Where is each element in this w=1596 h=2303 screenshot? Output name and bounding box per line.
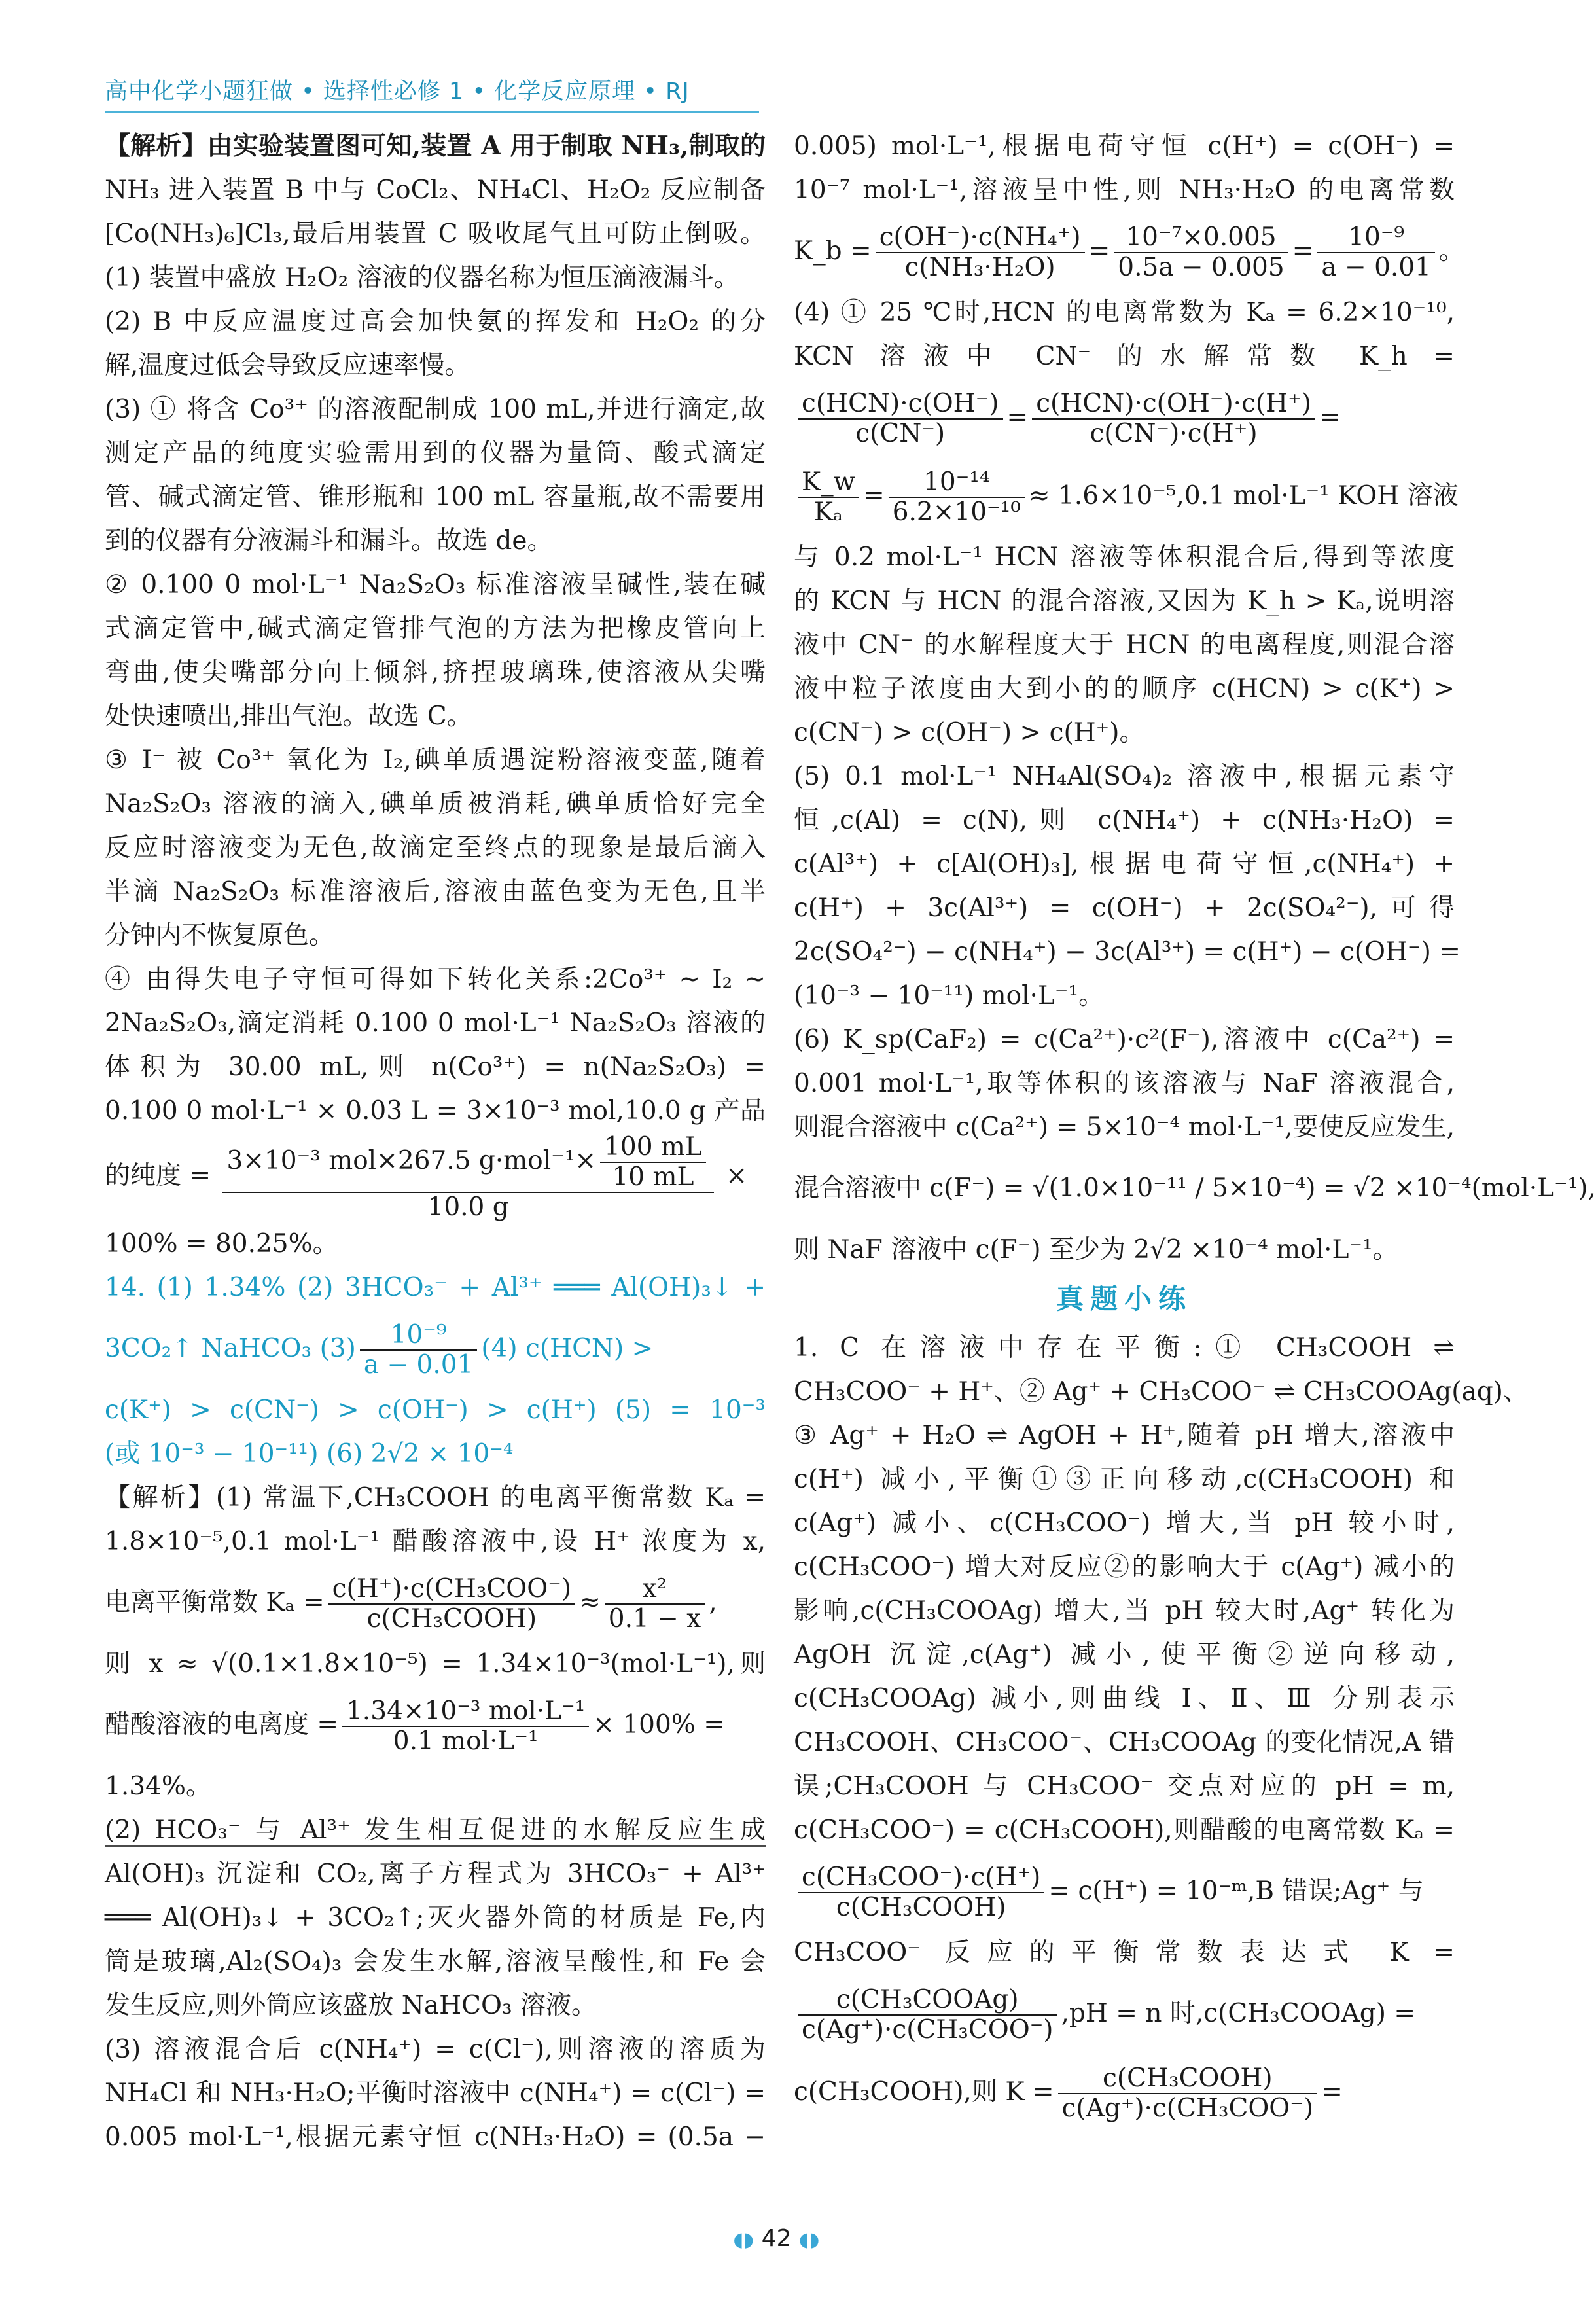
text-line: NH₄Cl 和 NH₃·H₂O;平衡时溶液中 c(NH₄⁺) = c(Cl⁻) = (105, 2079, 766, 2108)
text-line: ③ I⁻ 被 Co³⁺ 氧化为 I₂,碘单质遇淀粉溶液变蓝,随着 (105, 745, 766, 775)
denominator: c(Ag⁺)·c(CH₃COO⁻) (1061, 2094, 1314, 2123)
text-line: Al(OH)₃ 沉淀和 CO₂,离子方程式为 3HCO₃⁻ + Al³⁺ (105, 1859, 766, 1889)
right-column (794, 124, 1596, 2132)
text-span: = (1321, 2077, 1343, 2107)
fraction (1032, 389, 1315, 448)
text-line: 反应时溶液变为无色,故滴定至终点的现象是最后滴入 (105, 833, 766, 863)
text-line (105, 1808, 766, 1852)
formula-line (794, 457, 1459, 535)
numerator: c(H⁺)·c(CH₃COO⁻) (328, 1575, 575, 1605)
fraction (600, 1133, 706, 1192)
text-line: 影响,c(CH₃COOAg) 增大,当 pH 较大时,Ag⁺ 转化为 (794, 1596, 1455, 1626)
text-line: 弯曲,使尖嘴部分向上倾斜,挤捏玻璃珠,使溶液从尖嘴 (105, 658, 766, 687)
fraction (876, 223, 1085, 282)
text-line: 误;CH₃COOH 与 CH₃COO⁻ 交点对应的 pH = m, (794, 1772, 1455, 1801)
text-line: (6) K_sp(CaF₂) = c(Ca²⁺)·c²(F⁻),溶液中 c(Ca²⁺) = (794, 1025, 1455, 1054)
text-span: × (726, 1161, 747, 1190)
text-line: [Co(NH₃)₆]Cl₃,最后用装置 C 吸收尾气且可防止倒吸。 (105, 219, 766, 249)
text-line: 到的仪器有分液漏斗和漏斗。故选 de。 (105, 526, 553, 556)
answer-line: (或 10⁻³ − 10⁻¹¹) (6) 2√2 × 10⁻⁴ (105, 1439, 514, 1469)
text-line: c(CH₃COOAg) 减小,则曲线 Ⅰ、Ⅱ、Ⅲ 分别表示 (794, 1684, 1455, 1713)
denominator: c(CN⁻)·c(H⁺) (1090, 419, 1258, 448)
text-span: 。 (1438, 236, 1464, 266)
text-line: 恒,c(Al) = c(N),则 c(NH₄⁺) + c(NH₃·H₂O) = (794, 806, 1455, 835)
fraction (328, 1575, 575, 1634)
text-line: 0.001 mol·L⁻¹,取等体积的该溶液与 NaF 溶液混合, (794, 1069, 1455, 1098)
denominator: c(NH₃·H₂O) (904, 253, 1055, 282)
denominator: c(CN⁻) (855, 419, 946, 448)
numerator: c(OH⁻)·c(NH₄⁺) (876, 223, 1085, 253)
formula-line (794, 378, 1455, 457)
text-span: × 100% = (593, 1710, 725, 1740)
text-line: (1) 装置中盛放 H₂O₂ 溶液的仪器名称为恒压滴液漏斗。 (105, 263, 739, 293)
text-line: c(CH₃COO⁻) = c(CH₃COOH),则醋酸的电离常数 Kₐ = (794, 1815, 1455, 1845)
left-column (105, 124, 766, 2159)
denominator: 0.5a − 0.005 (1118, 253, 1285, 282)
text-line: 混合溶液中 c(F⁻) = √(1.0×10⁻¹¹ / 5×10⁻⁴) = √2 ×10⁻⁴(mol·L⁻¹), (794, 1173, 1596, 1203)
text-span: K_b = (794, 236, 872, 266)
running-header: 高中化学小题狂做 • 选择性必修 1 • 化学反应原理 • RJ (105, 79, 690, 105)
text-line: ③ Ag⁺ + H₂O ⇌ AgOH + H⁺,随着 pH 增大,溶液中 (794, 1421, 1455, 1450)
fraction (798, 389, 1003, 448)
denominator: 10 mL (612, 1162, 694, 1192)
fraction (798, 1863, 1044, 1922)
answer-line: 14. (1) 1.34% (2) 3HCO₃⁻ + Al³⁺ ═══ Al(OH)₃↓ + (105, 1273, 766, 1302)
fraction (1058, 2064, 1318, 2123)
text-line: 发生反应,则外筒应该盛放 NaHCO₃ 溶液。 (105, 1991, 597, 2020)
denominator: c(CH₃COOH) (366, 1604, 537, 1634)
text-span: = (1006, 402, 1029, 432)
text-line: 则 x ≈ √(0.1×1.8×10⁻⁵) = 1.34×10⁻³(mol·L⁻¹),则 (105, 1649, 766, 1679)
denominator: c(CH₃COOH) (836, 1893, 1006, 1922)
text-line: c(Al³⁺) + c[Al(OH)₃],根据电荷守恒,c(NH₄⁺) + (794, 849, 1455, 879)
text-line: AgOH 沉淀,c(Ag⁺) 减小,使平衡②逆向移动, (794, 1640, 1455, 1669)
text-line: ④ 由得失电子守恒可得如下转化关系:2Co³⁺ ~ I₂ ~ (105, 965, 766, 994)
text-line: KCN 溶液中 CN⁻ 的水解常数 K_h = (794, 342, 1455, 371)
formula-line (105, 1686, 766, 1764)
text-line: NH₃ 进入装置 B 中与 CoCl₂、NH₄Cl、H₂O₂ 反应制备 (105, 175, 766, 205)
answer-line: c(K⁺) > c(CN⁻) > c(OH⁻) > c(H⁺) (5) = 10⁻³ (105, 1395, 766, 1425)
text-span: (2) HCO₃⁻ 与 Al³⁺ 发生相互促进的水解反应生成 (105, 1815, 766, 1847)
text-line: 2Na₂S₂O₃,滴定消耗 0.100 0 mol·L⁻¹ Na₂S₂O₃ 溶液的 (105, 1009, 766, 1038)
numerator: c(CH₃COOH) (1058, 2064, 1318, 2094)
text-line: 100% = 80.25%。 (105, 1229, 338, 1259)
text-line: c(CN⁻) > c(OH⁻) > c(H⁺)。 (794, 718, 1145, 747)
text-span: 3CO₂↑ NaHCO₃ (3) (105, 1334, 356, 1363)
text-line: (4) ① 25 ℃时,HCN 的电离常数为 Kₐ = 6.2×10⁻¹⁰, (794, 298, 1455, 327)
numerator: 100 mL (600, 1133, 706, 1163)
text-line: CH₃COOH、CH₃COO⁻、CH₃COOAg 的变化情况,A 错 (794, 1728, 1455, 1757)
section-title: 真题小练 (1055, 1283, 1192, 1315)
fraction (889, 468, 1025, 527)
formula-line (794, 1852, 1455, 1931)
text-span: 电离平衡常数 Kₐ = (105, 1588, 325, 1617)
formula-line (794, 2053, 1455, 2132)
fraction (342, 1697, 589, 1756)
text-line: 0.100 0 mol·L⁻¹ × 0.03 L = 3×10⁻³ mol,10.0 g 产品 (105, 1096, 766, 1126)
fraction (222, 1133, 713, 1222)
formula-line (794, 212, 1464, 291)
text-line: 的 KCN 与 HCN 的混合溶液,又因为 K_h > Kₐ,说明溶 (794, 586, 1455, 616)
text-span: = (863, 481, 885, 510)
text-span: ,pH = n 时,c(CH₃COOAg) = (1061, 1999, 1416, 2028)
text-line: ② 0.100 0 mol·L⁻¹ Na₂S₂O₃ 标准溶液呈碱性,装在碱 (105, 570, 766, 599)
text-line: (3) 溶液混合后 c(NH₄⁺) = c(Cl⁻),则溶液的溶质为 (105, 2035, 766, 2064)
text-line: 则混合溶液中 c(Ca²⁺) = 5×10⁻⁴ mol·L⁻¹,要使反应发生, (794, 1113, 1455, 1142)
numerator: 10⁻⁹ (1317, 223, 1435, 253)
denominator: 0.1 − x (608, 1604, 701, 1634)
text-line: 筒是玻璃,Al₂(SO₄)₃ 会发生水解,溶液呈酸性,和 Fe 会 (105, 1947, 766, 1976)
text-line: 管、碱式滴定管、锥形瓶和 100 mL 容量瓶,故不需要用 (105, 482, 766, 512)
text-line: 2c(SO₄²⁻) − c(NH₄⁺) − 3c(Al³⁺) = c(H⁺) − c(OH⁻) = (794, 937, 1461, 967)
numerator: c(CH₃COO⁻)·c(H⁺) (798, 1863, 1044, 1893)
text-line: 10⁻⁷ mol·L⁻¹,溶液呈中性,则 NH₃·H₂O 的电离常数 (794, 175, 1455, 205)
text-line: 分钟内不恢复原色。 (105, 921, 335, 950)
numerator: c(HCN)·c(OH⁻)·c(H⁺) (1032, 389, 1315, 420)
text-line: 测定产品的纯度实验需用到的仪器为量筒、酸式滴定 (105, 438, 766, 468)
purity-formula (105, 1133, 766, 1222)
text-span: 3×10⁻³ mol×267.5 g·mol⁻¹× (226, 1146, 597, 1175)
text-span: 醋酸溶液的电离度 = (105, 1710, 339, 1740)
numerator: 10⁻⁹ (360, 1321, 478, 1351)
fraction (1317, 223, 1435, 282)
fraction (1114, 223, 1288, 282)
left-wing-icon: ◖◗ (733, 2228, 754, 2251)
text-line: (5) 0.1 mol·L⁻¹ NH₄Al(SO₄)₂ 溶液中,根据元素守 (794, 762, 1455, 791)
text-span: = (1292, 236, 1314, 266)
denominator: Kₐ (813, 497, 843, 527)
text-line: CH₃COO⁻ + H⁺、② Ag⁺ + CH₃COO⁻ ⇌ CH₃COOAg(aq)、 (794, 1377, 1529, 1406)
numerator: 10⁻¹⁴ (889, 468, 1025, 498)
text-line: 液中 CN⁻ 的水解程度大于 HCN 的电离程度,则混合溶 (794, 630, 1455, 660)
text-line: c(Ag⁺) 减小、c(CH₃COO⁻) 增大,当 pH 较小时, (794, 1509, 1455, 1538)
text-line (105, 124, 766, 168)
text-line: 处快速喷出,排出气泡。故选 C。 (105, 702, 472, 731)
page-footer (0, 2225, 1553, 2252)
answer-line (105, 1310, 766, 1388)
text-line: 半滴 Na₂S₂O₃ 标准溶液后,溶液由蓝色变为无色,且半 (105, 877, 766, 906)
text-line: 则 NaF 溶液中 c(F⁻) 至少为 2√2 ×10⁻⁴ mol·L⁻¹。 (794, 1235, 1398, 1264)
page-number: 42 (761, 2225, 792, 2252)
denominator: a − 0.01 (1321, 253, 1431, 282)
text-line: (2) B 中反应温度过高会加快氨的挥发和 H₂O₂ 的分 (105, 307, 766, 336)
text-span: ≈ 1.6×10⁻⁵,0.1 mol·L⁻¹ KOH 溶液 (1028, 481, 1459, 510)
text-span: 的纯度 = (105, 1161, 211, 1190)
numerator: c(HCN)·c(OH⁻) (798, 389, 1003, 420)
text-span: = c(H⁺) = 10⁻ᵐ,B 错误;Ag⁺ 与 (1048, 1876, 1424, 1906)
numerator: 10⁻⁷×0.005 (1114, 223, 1288, 253)
denominator: c(Ag⁺)·c(CH₃COO⁻) (802, 2015, 1054, 2044)
text-line: 解,温度过低会导致反应速率慢。 (105, 351, 470, 380)
text-line: Na₂S₂O₃ 溶液的滴入,碘单质被消耗,碘单质恰好完全 (105, 789, 766, 819)
text-line: 与 0.2 mol·L⁻¹ HCN 溶液等体积混合后,得到等浓度 (794, 543, 1455, 572)
text-line: 0.005 mol·L⁻¹,根据元素守恒 c(NH₃·H₂O) = (0.5a − (105, 2122, 766, 2152)
text-line: c(CH₃COO⁻) 增大对反应②的影响大于 c(Ag⁺) 减小的 (794, 1552, 1455, 1582)
text-line: CH₃COO⁻ 反应的平衡常数表达式 K = (794, 1938, 1455, 1967)
text-line: 1.8×10⁻⁵,0.1 mol·L⁻¹ 醋酸溶液中,设 H⁺ 浓度为 x, (105, 1527, 766, 1556)
text-line: ═══ Al(OH)₃↓ + 3CO₂↑;灭火器外筒的材质是 Fe,内 (105, 1903, 766, 1933)
text-line: 1. C 在溶液中存在平衡:① CH₃COOH ⇌ (794, 1333, 1455, 1363)
text-span: = (1088, 236, 1110, 266)
fraction (605, 1575, 705, 1634)
denominator: 0.1 mol·L⁻¹ (393, 1726, 539, 1756)
text-line: c(H⁺) + 3c(Al³⁺) = c(OH⁻) + 2c(SO₄²⁻),可得 (794, 893, 1455, 923)
fraction (798, 1986, 1057, 2044)
text-line: 【解析】(1) 常温下,CH₃COOH 的电离平衡常数 Kₐ = (105, 1483, 766, 1512)
denominator: 10.0 g (427, 1192, 509, 1222)
numerator: c(CH₃COOAg) (798, 1986, 1057, 2016)
text-line: 式滴定管中,碱式滴定管排气泡的方法为把橡皮管向上 (105, 614, 766, 643)
formula-line (794, 1974, 1455, 2053)
numerator: K_w (798, 468, 859, 498)
text-line: 0.005) mol·L⁻¹,根据电荷守恒 c(H⁺) = c(OH⁻) = (794, 132, 1455, 161)
numerator: x² (605, 1575, 705, 1605)
text-span: ≈ (579, 1588, 601, 1617)
text-line: 1.34%。 (105, 1772, 211, 1801)
text-span: = (1319, 402, 1341, 432)
text-line: (3) ① 将含 Co³⁺ 的溶液配制成 100 mL,并进行滴定,故 (105, 395, 766, 424)
formula-line: 电离平衡常数 Kₐ = $\frac{\text{c(H⁺)·c(CH₃COO⁻)}}{\text{c(CH₃COOH)}}$ ≈ $\frac{\text{x²}}{0.1 - x}$ , (105, 1574, 717, 1634)
fraction (798, 468, 859, 527)
text-span: 【解析】由实验装置图可知,装置 A 用于制取 NH₃,制取的 (105, 131, 766, 161)
text-span: (4) c(HCN) > (481, 1334, 654, 1363)
numerator: 1.34×10⁻³ mol·L⁻¹ (342, 1697, 589, 1727)
denominator: a − 0.01 (363, 1350, 474, 1380)
denominator: 6.2×10⁻¹⁰ (892, 497, 1021, 527)
header-rule (105, 111, 759, 113)
fraction (360, 1321, 478, 1380)
text-line: 体积为 30.00 mL,则 n(Co³⁺) = n(Na₂S₂O₃) = (105, 1052, 766, 1082)
right-wing-icon: ◖◗ (798, 2228, 820, 2251)
text-span: c(CH₃COOH),则 K = (794, 2077, 1054, 2107)
text-line: (10⁻³ − 10⁻¹¹) mol·L⁻¹。 (794, 981, 1105, 1010)
numerator (222, 1133, 713, 1193)
text-line: c(H⁺) 减小,平衡①③正向移动,c(CH₃COOH) 和 (794, 1465, 1455, 1494)
text-line: 液中粒子浓度由大到小的的顺序 c(HCN) > c(K⁺) > (794, 674, 1455, 704)
